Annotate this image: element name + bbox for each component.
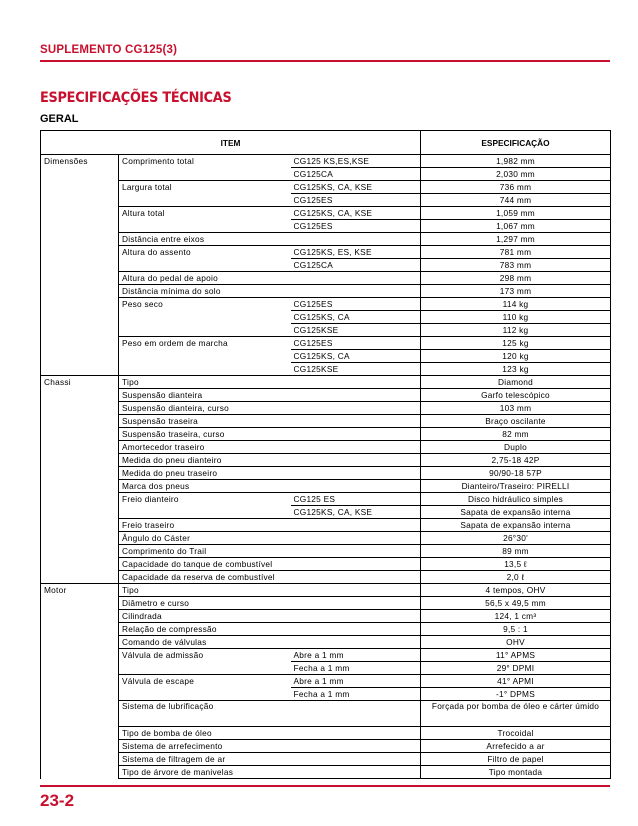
table-row (41, 402, 611, 415)
table-row (41, 363, 611, 376)
spec-value-cell: 1,982 mm (421, 155, 611, 168)
spec-value-cell: Sapata de expansão interna (421, 506, 611, 519)
item-cell: Sistema de filtragem de ar (119, 753, 421, 766)
spec-value-cell: 26°30' (421, 532, 611, 545)
spec-value-cell: -1° DPMS (421, 688, 611, 701)
table-row (41, 220, 611, 233)
item-cell (119, 688, 291, 701)
item-cell (119, 311, 291, 324)
table-row (41, 350, 611, 363)
spec-value-cell: 123 kg (421, 363, 611, 376)
spec-value-cell: 11° APMS (421, 649, 611, 662)
spec-value-cell: Braço oscilante (421, 415, 611, 428)
table-row (41, 766, 611, 779)
spec-column-header: ESPECIFICAÇÃO (421, 131, 611, 155)
table-row (41, 610, 611, 623)
spec-value-cell: Trocoidal (421, 727, 611, 740)
spec-value-cell: Garfo telescópico (421, 389, 611, 402)
table-row (41, 532, 611, 545)
document-header: SUPLEMENTO CG125(3) (40, 44, 178, 56)
item-cell: Diâmetro e curso (119, 597, 421, 610)
item-cell (119, 662, 291, 675)
item-cell: Relação de compressão (119, 623, 421, 636)
table-row (41, 727, 611, 740)
item-cell: Válvula de admissão (119, 649, 291, 662)
item-cell: Tipo de bomba de óleo (119, 727, 421, 740)
table-row (41, 506, 611, 519)
variant-cell: Fecha a 1 mm (291, 662, 421, 675)
table-row (41, 376, 611, 389)
spec-value-cell: 110 kg (421, 311, 611, 324)
item-cell: Suspensão dianteira (119, 389, 421, 402)
table-row (41, 480, 611, 493)
item-cell (119, 168, 291, 181)
table-row (41, 753, 611, 766)
item-cell: Altura do pedal de apoio (119, 272, 421, 285)
item-cell: Marca dos pneus (119, 480, 421, 493)
variant-cell: CG125KSE (291, 324, 421, 337)
variant-cell: CG125 ES (291, 493, 421, 506)
spec-value-cell: Arrefecido a ar (421, 740, 611, 753)
spec-value-cell: Forçada por bomba de óleo e cárter úmido (421, 701, 611, 727)
variant-cell: CG125KS, ES, KSE (291, 246, 421, 259)
spec-value-cell: 114 kg (421, 298, 611, 311)
table-row (41, 675, 611, 688)
spec-value-cell: 781 mm (421, 246, 611, 259)
item-cell: Freio dianteiro (119, 493, 291, 506)
table-row (41, 597, 611, 610)
spec-value-cell: 125 kg (421, 337, 611, 350)
item-cell: Comando de válvulas (119, 636, 421, 649)
spec-value-cell: Sapata de expansão interna (421, 519, 611, 532)
spec-value-cell: 736 mm (421, 181, 611, 194)
item-cell: Comprimento do Trail (119, 545, 421, 558)
spec-value-cell: 783 mm (421, 259, 611, 272)
table-row (41, 558, 611, 571)
table-row (41, 233, 611, 246)
table-row (41, 415, 611, 428)
variant-cell: CG125ES (291, 298, 421, 311)
spec-value-cell: 103 mm (421, 402, 611, 415)
item-cell: Comprimento total (119, 155, 291, 168)
table-row (41, 662, 611, 675)
item-cell: Altura total (119, 207, 291, 220)
table-row (41, 207, 611, 220)
spec-value-cell: 9,5 : 1 (421, 623, 611, 636)
item-cell: Suspensão traseira (119, 415, 421, 428)
item-cell: Capacidade do tanque de combustível (119, 558, 421, 571)
item-cell: Tipo de árvore de manivelas (119, 766, 421, 779)
item-cell: Capacidade da reserva de combustível (119, 571, 421, 584)
spec-value-cell: 1,059 mm (421, 207, 611, 220)
item-cell: Suspensão traseira, curso (119, 428, 421, 441)
spec-value-cell: 2,0 ℓ (421, 571, 611, 584)
item-cell: Distância entre eixos (119, 233, 421, 246)
variant-cell: Abre a 1 mm (291, 675, 421, 688)
spec-value-cell: Dianteiro/Traseiro: PIRELLI (421, 480, 611, 493)
section-subtitle: GERAL (40, 113, 79, 125)
variant-cell: CG125CA (291, 168, 421, 181)
table-row (41, 519, 611, 532)
variant-cell: CG125KSE (291, 363, 421, 376)
item-cell: Tipo (119, 584, 421, 597)
variant-cell: CG125ES (291, 194, 421, 207)
item-column-header: ITEM (41, 131, 421, 155)
table-row (41, 259, 611, 272)
group-label: Motor (41, 584, 119, 779)
page-number: 23-2 (40, 791, 75, 810)
table-row (41, 441, 611, 454)
table-row (41, 168, 611, 181)
variant-cell: Abre a 1 mm (291, 649, 421, 662)
spec-value-cell: Duplo (421, 441, 611, 454)
table-row (41, 623, 611, 636)
table-row (41, 584, 611, 597)
spec-value-cell: 1,297 mm (421, 233, 611, 246)
variant-cell: CG125KS, CA, KSE (291, 207, 421, 220)
item-cell: Freio traseiro (119, 519, 421, 532)
table-row (41, 246, 611, 259)
spec-value-cell: Diamond (421, 376, 611, 389)
table-row (41, 324, 611, 337)
table-header-row (41, 131, 611, 155)
item-cell: Sistema de arrefecimento (119, 740, 421, 753)
table-row (41, 389, 611, 402)
item-cell: Amortecedor traseiro (119, 441, 421, 454)
table-row (41, 194, 611, 207)
item-cell: Peso em ordem de marcha (119, 337, 291, 350)
table-row (41, 545, 611, 558)
table-row (41, 740, 611, 753)
spec-value-cell: 112 kg (421, 324, 611, 337)
item-cell (119, 324, 291, 337)
item-cell: Medida do pneu traseiro (119, 467, 421, 480)
variant-cell: CG125KS, CA (291, 311, 421, 324)
item-cell (119, 506, 291, 519)
table-row (41, 649, 611, 662)
table-row (41, 298, 611, 311)
table-row (41, 155, 611, 168)
item-cell (119, 194, 291, 207)
variant-cell: CG125 KS,ES,KSE (291, 155, 421, 168)
spec-value-cell: 29° DPMI (421, 662, 611, 675)
table-row (41, 181, 611, 194)
specifications-body (41, 155, 611, 779)
item-cell: Sistema de lubrificação (119, 701, 421, 727)
table-row (41, 285, 611, 298)
spec-value-cell: 2,75-18 42P (421, 454, 611, 467)
item-cell (119, 259, 291, 272)
variant-cell: CG125KS, CA, KSE (291, 181, 421, 194)
item-cell: Distância mínima do solo (119, 285, 421, 298)
section-title: ESPECIFICAÇÕES TÉCNICAS (40, 90, 232, 106)
variant-cell: CG125CA (291, 259, 421, 272)
table-row (41, 688, 611, 701)
spec-value-cell: 90/90-18 57P (421, 467, 611, 480)
table-row (41, 636, 611, 649)
spec-value-cell: Filtro de papel (421, 753, 611, 766)
item-cell: Altura do assento (119, 246, 291, 259)
table-row (41, 454, 611, 467)
header-rule (40, 60, 610, 62)
table-row (41, 493, 611, 506)
group-label: Dimensões (41, 155, 119, 376)
spec-value-cell: 82 mm (421, 428, 611, 441)
item-cell: Medida do pneu dianteiro (119, 454, 421, 467)
variant-cell: Fecha a 1 mm (291, 688, 421, 701)
item-cell (119, 363, 291, 376)
spec-value-cell: 1,067 mm (421, 220, 611, 233)
group-label: Chassi (41, 376, 119, 584)
spec-value-cell: 41° APMI (421, 675, 611, 688)
item-cell (119, 220, 291, 233)
spec-value-cell: 173 mm (421, 285, 611, 298)
variant-cell: CG125KS, CA, KSE (291, 506, 421, 519)
table-row (41, 272, 611, 285)
table-row (41, 467, 611, 480)
variant-cell: CG125KS, CA (291, 350, 421, 363)
spec-value-cell: 2,030 mm (421, 168, 611, 181)
item-cell: Válvula de escape (119, 675, 291, 688)
table-row (41, 428, 611, 441)
spec-value-cell: 89 mm (421, 545, 611, 558)
item-cell: Suspensão dianteira, curso (119, 402, 421, 415)
variant-cell: CG125ES (291, 220, 421, 233)
table-row (41, 337, 611, 350)
spec-value-cell: 124, 1 cm³ (421, 610, 611, 623)
table-row (41, 701, 611, 727)
spec-value-cell: 120 kg (421, 350, 611, 363)
specifications-table (40, 130, 611, 779)
item-cell (119, 350, 291, 363)
item-cell: Tipo (119, 376, 421, 389)
footer-rule (40, 785, 610, 787)
item-cell: Largura total (119, 181, 291, 194)
item-cell: Cilindrada (119, 610, 421, 623)
table-row (41, 311, 611, 324)
spec-value-cell: 4 tempos, OHV (421, 584, 611, 597)
spec-value-cell: 744 mm (421, 194, 611, 207)
variant-cell: CG125ES (291, 337, 421, 350)
spec-value-cell: 298 mm (421, 272, 611, 285)
spec-value-cell: 56,5 x 49,5 mm (421, 597, 611, 610)
item-cell: Peso seco (119, 298, 291, 311)
spec-value-cell: OHV (421, 636, 611, 649)
spec-value-cell: Tipo montada (421, 766, 611, 779)
spec-value-cell: Disco hidráulico simples (421, 493, 611, 506)
item-cell: Ângulo do Cáster (119, 532, 421, 545)
spec-value-cell: 13,5 ℓ (421, 558, 611, 571)
table-row (41, 571, 611, 584)
